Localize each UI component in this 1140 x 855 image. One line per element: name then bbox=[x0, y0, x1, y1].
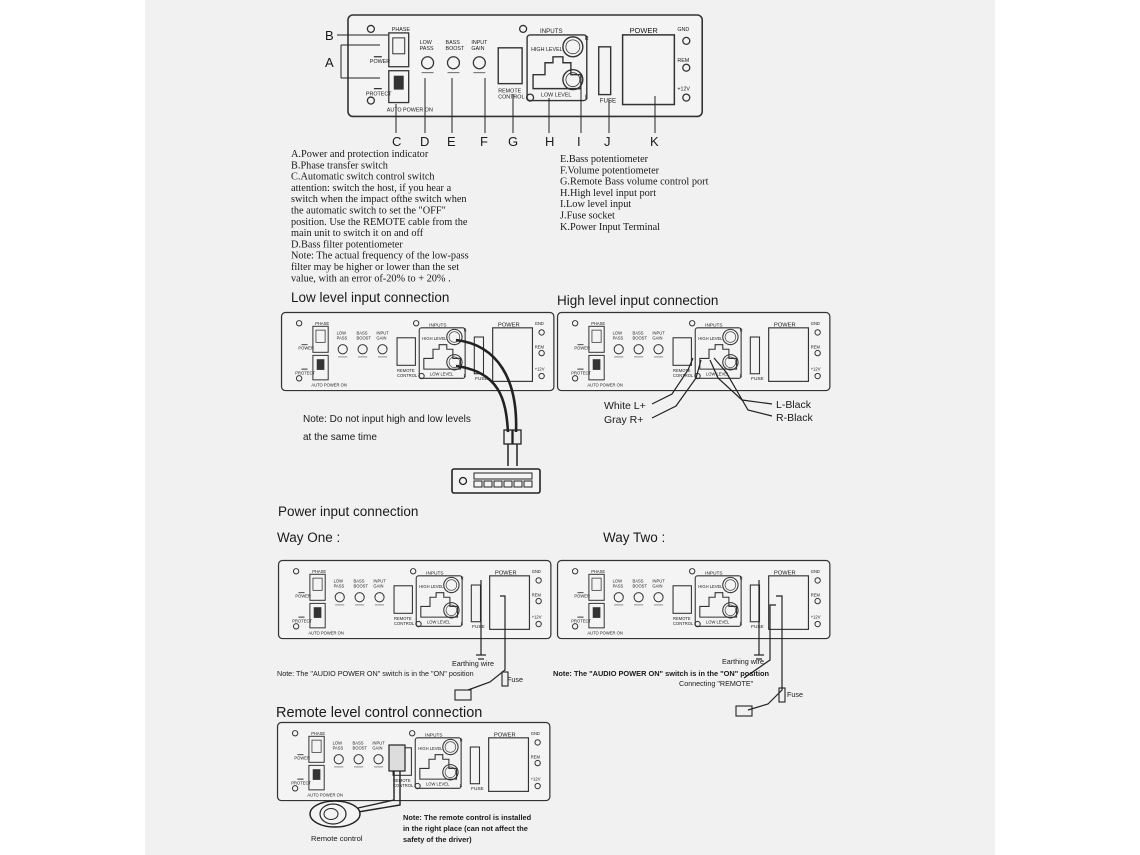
input-l-label: L bbox=[460, 620, 463, 626]
plus-12v-terminal-label: +12V bbox=[531, 614, 542, 620]
remote-control-label: REMOTE bbox=[394, 616, 412, 622]
legend-right-line: J.Fuse socket bbox=[560, 210, 615, 222]
callout-a: A bbox=[325, 55, 334, 70]
legend-left-line: Note: The actual frequency of the low-pass bbox=[291, 250, 469, 262]
earthing-wire-label: Earthing wire bbox=[722, 657, 764, 666]
low-level-note: Note: Do not input high and low levels bbox=[303, 414, 471, 425]
remote-control-label: CONTROL bbox=[397, 372, 418, 378]
callout-k: K bbox=[650, 134, 659, 149]
power-indicator-label: POWER bbox=[294, 755, 310, 761]
protect-indicator-label: PROTECT bbox=[291, 780, 312, 786]
inputs-label: INPUTS bbox=[540, 27, 563, 35]
remote-note: Note: The remote control is installed bbox=[403, 813, 532, 822]
protect-indicator-label: PROTECT bbox=[292, 618, 313, 624]
callout-h: H bbox=[545, 134, 555, 149]
callout-f: F bbox=[480, 134, 488, 149]
way-one-note: Note: The "AUDIO POWER ON" switch is in the "ON" position bbox=[277, 669, 474, 678]
protect-indicator-label: PROTECT bbox=[571, 370, 592, 376]
gnd-terminal-label: GND bbox=[810, 568, 820, 574]
input-l-label: L bbox=[584, 94, 588, 101]
power-block-label: POWER bbox=[629, 25, 658, 35]
remote-control-label: CONTROL bbox=[393, 782, 414, 788]
high-level-label: HIGH LEVEL bbox=[698, 584, 723, 590]
inputs-label: INPUTS bbox=[429, 323, 447, 329]
power-indicator-label: POWER bbox=[295, 593, 311, 599]
phase-label: PHASE bbox=[591, 568, 606, 574]
white-l-plus-label: White L+ bbox=[604, 400, 646, 412]
auto-power-on-label: AUTO POWER ON bbox=[386, 107, 433, 114]
input-gain-label: INPUT bbox=[652, 330, 665, 336]
legend-left-line: attention: switch the host, if you hear a bbox=[291, 182, 452, 194]
inputs-label: INPUTS bbox=[425, 733, 443, 739]
input-l-label: L bbox=[739, 620, 742, 626]
rem-terminal-label: REM bbox=[534, 344, 544, 350]
remote-control-label: REMOTE bbox=[397, 368, 415, 374]
input-gain-label: GAIN bbox=[373, 583, 384, 589]
input-r-label: R bbox=[460, 575, 464, 581]
legend-left-line: switch when the impact ofthe switch when bbox=[291, 194, 467, 206]
r-black-label: R-Black bbox=[776, 412, 813, 424]
bass-boost-label: BOOST bbox=[445, 45, 465, 52]
inputs-label: INPUTS bbox=[705, 571, 723, 577]
input-r-label: R bbox=[459, 737, 463, 743]
legend-left-line: the automatic switch to set the "OFF" bbox=[291, 205, 446, 217]
remote-note: in the right place (can not affect the bbox=[403, 824, 528, 833]
remote-control-label: REMOTE bbox=[673, 616, 691, 622]
plus-12v-terminal-label: +12V bbox=[677, 86, 691, 93]
callout-d: D bbox=[420, 134, 430, 149]
input-l-label: L bbox=[459, 782, 462, 788]
high-level-label: HIGH LEVEL bbox=[418, 746, 443, 752]
bass-boost-label: BOOST bbox=[632, 583, 647, 589]
legend-right-line: I.Low level input bbox=[560, 199, 632, 211]
auto-power-on-label: AUTO POWER ON bbox=[307, 792, 343, 798]
power-indicator-label: POWER bbox=[298, 345, 314, 351]
input-r-label: R bbox=[739, 327, 743, 333]
fuse-label: Fuse bbox=[787, 690, 803, 699]
auto-power-on-label: AUTO POWER ON bbox=[311, 382, 347, 388]
inputs-label: INPUTS bbox=[705, 323, 723, 329]
low-pass-label: LOW bbox=[612, 330, 623, 336]
low-pass-label: PASS bbox=[419, 45, 434, 52]
way-two-note: Note: The "AUDIO POWER ON" switch is in the "ON" position bbox=[553, 669, 770, 678]
high-level-label: HIGH LEVEL bbox=[531, 46, 563, 53]
callout-b: B bbox=[325, 28, 334, 43]
remote-control-label: CONTROL bbox=[498, 94, 525, 101]
legend-left-line: main unit to switch it on and off bbox=[291, 228, 424, 240]
high-level-label: HIGH LEVEL bbox=[422, 336, 447, 342]
input-gain-label: INPUT bbox=[471, 39, 488, 46]
battery-symbol bbox=[455, 690, 471, 700]
legend-left-line: A.Power and protection indicator bbox=[291, 149, 429, 160]
inputs-label: INPUTS bbox=[426, 571, 444, 577]
legend-left-line: D.Bass filter potentiometer bbox=[291, 239, 403, 251]
power-block-label: POWER bbox=[498, 322, 520, 329]
callout-e: E bbox=[447, 134, 456, 149]
legend-right-line: G.Remote Bass volume control port bbox=[560, 176, 709, 188]
low-pass-label: LOW bbox=[332, 740, 343, 746]
remote-control-label: Remote control bbox=[311, 834, 363, 843]
gnd-terminal-label: GND bbox=[677, 26, 690, 33]
input-gain-label: GAIN bbox=[652, 335, 663, 341]
remote-control-label: REMOTE bbox=[673, 368, 691, 374]
fuse-label: FUSE bbox=[471, 786, 484, 792]
legend-left-line: position. Use the REMOTE cable from the bbox=[291, 216, 468, 228]
power-block-label: POWER bbox=[494, 732, 516, 739]
high-level-amplifier-panel bbox=[558, 313, 830, 391]
rem-terminal-label: REM bbox=[677, 57, 690, 64]
bass-boost-label: BASS bbox=[445, 39, 460, 46]
remote-control-label: REMOTE bbox=[393, 778, 411, 784]
power-indicator-label: POWER bbox=[574, 345, 590, 351]
power-indicator-label: POWER bbox=[574, 593, 590, 599]
way-one-amplifier-panel bbox=[279, 561, 551, 639]
legend-left-line: value, with an error of-20% to + 20% . bbox=[291, 273, 451, 285]
bass-boost-label: BASS bbox=[632, 330, 644, 336]
low-pass-label: LOW bbox=[419, 39, 432, 46]
way-two-title: Way Two : bbox=[603, 530, 666, 545]
bass-boost-label: BASS bbox=[353, 578, 365, 584]
plus-12v-terminal-label: +12V bbox=[530, 776, 541, 782]
gnd-terminal-label: GND bbox=[534, 320, 544, 326]
way-one-title: Way One : bbox=[277, 530, 341, 545]
earthing-wire-label: Earthing wire bbox=[452, 659, 494, 668]
legend-left-line: filter may be higher or lower than the set bbox=[291, 262, 460, 273]
input-gain-label: INPUT bbox=[373, 578, 386, 584]
fuse-label: Fuse bbox=[507, 675, 523, 684]
legend-right-line: K.Power Input Terminal bbox=[560, 221, 661, 233]
low-pass-label: PASS bbox=[612, 335, 624, 341]
way-two-amplifier-panel bbox=[558, 561, 830, 639]
remote-section-title: Remote level control connection bbox=[276, 705, 483, 721]
low-pass-label: LOW bbox=[333, 578, 344, 584]
bass-boost-label: BOOST bbox=[356, 335, 371, 341]
legend-right-line: H.High level input port bbox=[560, 187, 657, 199]
phase-label: PHASE bbox=[312, 568, 327, 574]
low-level-label: LOW LEVEL bbox=[705, 371, 730, 377]
legend-right-line: F.Volume potentiometer bbox=[560, 165, 660, 177]
low-level-amplifier-panel bbox=[282, 313, 554, 391]
legend-right-line: E.Bass potentiometer bbox=[560, 154, 649, 165]
protect-indicator-label: PROTECT bbox=[571, 618, 592, 624]
power-block-label: POWER bbox=[774, 322, 796, 329]
input-gain-label: INPUT bbox=[372, 740, 385, 746]
bass-boost-label: BOOST bbox=[352, 745, 367, 751]
input-l-label: L bbox=[739, 372, 742, 378]
low-level-section-title: Low level input connection bbox=[291, 290, 450, 305]
low-pass-label: LOW bbox=[612, 578, 623, 584]
phase-label: PHASE bbox=[391, 26, 410, 33]
remote-control-label: CONTROL bbox=[673, 620, 694, 626]
legend-left-line: B.Phase transfer switch bbox=[291, 160, 388, 172]
gray-r-plus-label: Gray R+ bbox=[604, 414, 644, 426]
input-gain-label: GAIN bbox=[652, 583, 663, 589]
bass-boost-label: BASS bbox=[352, 740, 364, 746]
callout-i: I bbox=[577, 134, 581, 149]
low-pass-label: PASS bbox=[333, 583, 345, 589]
phase-label: PHASE bbox=[311, 730, 326, 736]
rem-terminal-label: REM bbox=[810, 592, 820, 598]
protect-indicator-label: PROTECT bbox=[295, 370, 316, 376]
fuse-label: FUSE bbox=[751, 376, 764, 382]
remote-control-label: CONTROL bbox=[673, 372, 694, 378]
remote-port-plug bbox=[389, 745, 405, 771]
power-section-title: Power input connection bbox=[278, 504, 419, 519]
bass-boost-label: BOOST bbox=[632, 335, 647, 341]
fuse-label: FUSE bbox=[475, 376, 488, 382]
main-amplifier-panel bbox=[348, 15, 702, 116]
power-block-label: POWER bbox=[495, 570, 517, 577]
input-r-label: R bbox=[739, 575, 743, 581]
fuse-label: FUSE bbox=[751, 624, 764, 630]
low-level-label: LOW LEVEL bbox=[426, 619, 451, 625]
plus-12v-terminal-label: +12V bbox=[810, 366, 821, 372]
input-gain-label: INPUT bbox=[652, 578, 665, 584]
remote-control-label: REMOTE bbox=[498, 88, 522, 95]
input-gain-label: INPUT bbox=[376, 330, 389, 336]
rca-plug bbox=[513, 430, 521, 444]
remote-control-knob-center bbox=[324, 809, 338, 820]
gnd-terminal-label: GND bbox=[530, 730, 540, 736]
phase-label: PHASE bbox=[315, 320, 330, 326]
l-black-label: L-Black bbox=[776, 399, 812, 411]
plus-12v-terminal-label: +12V bbox=[534, 366, 545, 372]
power-block-label: POWER bbox=[774, 570, 796, 577]
callout-c: C bbox=[392, 134, 402, 149]
low-level-label: LOW LEVEL bbox=[541, 92, 572, 99]
bass-boost-label: BASS bbox=[632, 578, 644, 584]
power-indicator-label: POWER bbox=[369, 58, 391, 65]
high-level-label: HIGH LEVEL bbox=[698, 336, 723, 342]
battery-symbol bbox=[736, 706, 752, 716]
low-level-label: LOW LEVEL bbox=[705, 619, 730, 625]
input-gain-label: GAIN bbox=[372, 745, 383, 751]
bass-boost-label: BOOST bbox=[353, 583, 368, 589]
gnd-terminal-label: GND bbox=[810, 320, 820, 326]
input-gain-label: GAIN bbox=[376, 335, 387, 341]
input-gain-label: GAIN bbox=[471, 45, 485, 52]
auto-power-on-label: AUTO POWER ON bbox=[587, 630, 623, 636]
low-pass-label: PASS bbox=[336, 335, 348, 341]
low-pass-label: PASS bbox=[332, 745, 344, 751]
input-r-label: R bbox=[584, 35, 589, 42]
gnd-terminal-label: GND bbox=[531, 568, 541, 574]
protect-indicator-label: PROTECT bbox=[365, 91, 392, 98]
callout-j: J bbox=[604, 134, 611, 149]
rem-terminal-label: REM bbox=[810, 344, 820, 350]
remote-amplifier-panel bbox=[278, 723, 550, 801]
fuse-label: FUSE bbox=[472, 624, 485, 630]
rem-terminal-label: REM bbox=[530, 754, 540, 760]
rca-plug bbox=[504, 430, 512, 444]
way-two-note: Connecting "REMOTE" bbox=[679, 679, 754, 688]
high-level-section-title: High level input connection bbox=[557, 293, 719, 308]
low-pass-label: PASS bbox=[612, 583, 624, 589]
auto-power-on-label: AUTO POWER ON bbox=[587, 382, 623, 388]
fuse-label: FUSE bbox=[599, 97, 617, 105]
auto-power-on-label: AUTO POWER ON bbox=[308, 630, 344, 636]
low-level-note: at the same time bbox=[303, 432, 377, 443]
high-level-label: HIGH LEVEL bbox=[419, 584, 444, 590]
legend-left-line: C.Automatic switch control switch bbox=[291, 171, 435, 183]
low-level-label: LOW LEVEL bbox=[425, 781, 450, 787]
input-r-label: R bbox=[463, 327, 467, 333]
phase-label: PHASE bbox=[591, 320, 606, 326]
bass-boost-label: BASS bbox=[356, 330, 368, 336]
input-l-label: L bbox=[463, 372, 466, 378]
remote-control-label: CONTROL bbox=[394, 620, 415, 626]
low-level-label: LOW LEVEL bbox=[429, 371, 454, 377]
remote-note: safety of the driver) bbox=[403, 835, 472, 844]
callout-g: G bbox=[508, 134, 519, 149]
plus-12v-terminal-label: +12V bbox=[810, 614, 821, 620]
low-pass-label: LOW bbox=[336, 330, 347, 336]
rem-terminal-label: REM bbox=[531, 592, 541, 598]
